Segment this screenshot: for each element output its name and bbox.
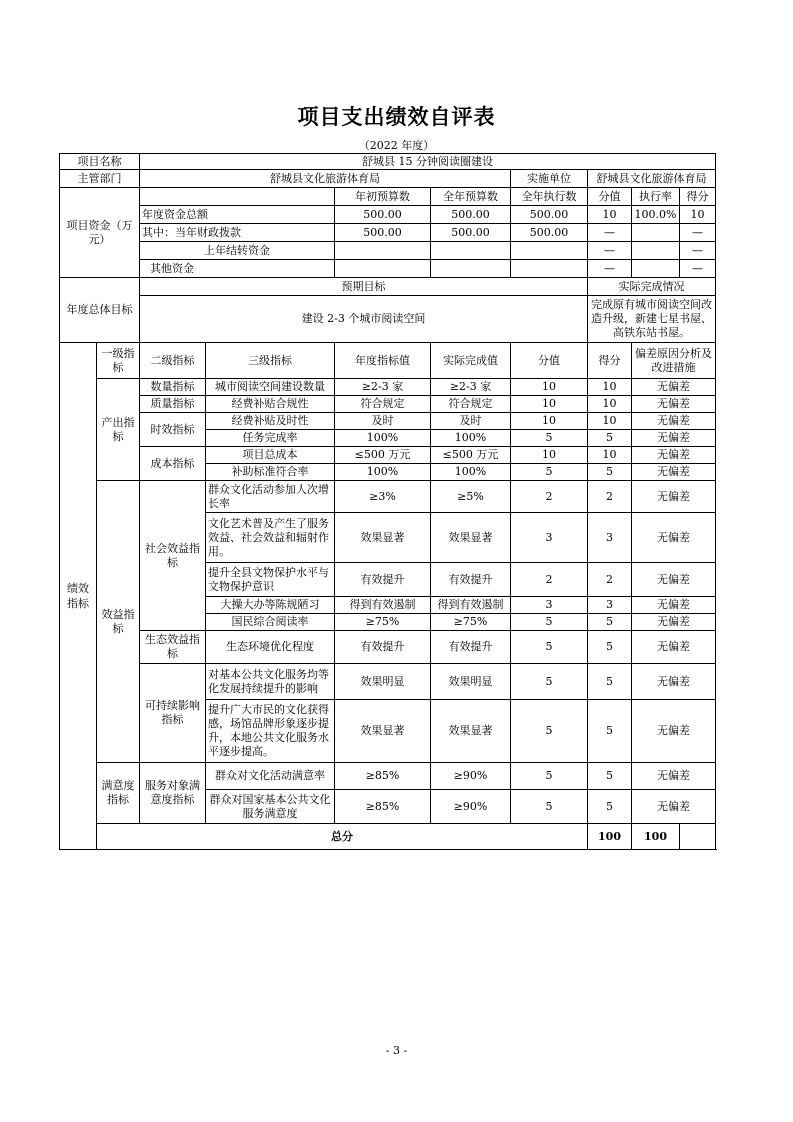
funds-row xyxy=(60,224,716,242)
indicator-name: 大操大办等陈规陋习 xyxy=(206,597,335,614)
indicator-target: ≥2-3 家 xyxy=(335,379,431,396)
indicator-note: 无偏差 xyxy=(632,513,716,563)
indicator-name: 提升广大市民的文化获得感，场馆品牌形象逐步提升，本地公共文化服务水平逐步提高。 xyxy=(206,700,335,763)
indicator-score: 5 xyxy=(588,430,632,447)
indicator-weight: 5 xyxy=(511,430,588,447)
indicator-note: 无偏差 xyxy=(632,481,716,513)
indicator-note: 无偏差 xyxy=(632,597,716,614)
perf-row xyxy=(60,664,716,700)
funds-header-blank xyxy=(140,188,335,206)
indicator-score: 10 xyxy=(588,413,632,430)
perf-header: 一级指标 xyxy=(97,343,140,379)
fund-rate xyxy=(632,260,680,278)
indicator-actual: ≥90% xyxy=(431,763,511,790)
department-row xyxy=(60,170,716,188)
indicator-name: 经费补贴合规性 xyxy=(206,396,335,413)
fund-annual: 500.00 xyxy=(431,206,511,224)
indicator-name: 群众文化活动参加人次增长率 xyxy=(206,481,335,513)
fund-executed: 500.00 xyxy=(511,206,588,224)
indicator-weight: 10 xyxy=(511,413,588,430)
indicator-note: 无偏差 xyxy=(632,464,716,481)
indicator-actual: ≤500 万元 xyxy=(431,447,511,464)
fund-score: — xyxy=(680,242,716,260)
indicator-actual: 及时 xyxy=(431,413,511,430)
indicator-note: 无偏差 xyxy=(632,379,716,396)
indicator-target: 100% xyxy=(335,464,431,481)
funds-row xyxy=(60,260,716,278)
fund-score: 10 xyxy=(680,206,716,224)
goal-actual: 完成原有城市阅读空间改造升级，新建七星书屋、高铁东站书屋。 xyxy=(588,296,716,343)
indicator-target: 得到有效遏制 xyxy=(335,597,431,614)
fund-initial xyxy=(335,260,431,278)
project-name-label: 项目名称 xyxy=(60,154,140,170)
page-number: - 3 - xyxy=(385,1044,408,1057)
indicator-actual: 有效提升 xyxy=(431,563,511,597)
goal-label: 年度总体目标 xyxy=(60,278,140,343)
indicator-score: 10 xyxy=(588,379,632,396)
indicator-actual: ≥2-3 家 xyxy=(431,379,511,396)
indicator-target: 100% xyxy=(335,430,431,447)
level2-label: 质量指标 xyxy=(140,396,206,413)
fund-rate: 100.0% xyxy=(632,206,680,224)
perf-row xyxy=(60,763,716,790)
indicator-name: 任务完成率 xyxy=(206,430,335,447)
indicator-target: 效果显著 xyxy=(335,700,431,763)
fund-initial xyxy=(335,242,431,260)
funds-header: 分值 xyxy=(588,188,632,206)
indicator-name: 城市阅读空间建设数量 xyxy=(206,379,335,396)
perf-header: 年度指标值 xyxy=(335,343,431,379)
indicator-actual: ≥75% xyxy=(431,614,511,631)
indicator-target: ≥85% xyxy=(335,763,431,790)
goal-actual-label: 实际完成情况 xyxy=(588,278,716,296)
indicator-weight: 5 xyxy=(511,664,588,700)
funds-header: 年初预算数 xyxy=(335,188,431,206)
fund-executed xyxy=(511,260,588,278)
level2-label: 成本指标 xyxy=(140,447,206,481)
project-name-value: 舒城县 15 分钟阅读圈建设 xyxy=(140,154,716,170)
indicator-target: 及时 xyxy=(335,413,431,430)
fund-weight: — xyxy=(588,224,632,242)
indicator-weight: 2 xyxy=(511,481,588,513)
indicator-score: 3 xyxy=(588,513,632,563)
indicator-target: ≥75% xyxy=(335,614,431,631)
indicator-actual: 效果明显 xyxy=(431,664,511,700)
impl-value: 舒城县文化旅游体育局 xyxy=(588,170,716,188)
fund-executed: 500.00 xyxy=(511,224,588,242)
indicator-note: 无偏差 xyxy=(632,413,716,430)
level1-label: 效益指标 xyxy=(97,481,140,763)
goal-header-row xyxy=(60,278,716,296)
indicator-name: 项目总成本 xyxy=(206,447,335,464)
indicator-name: 提升全县文物保护水平与文物保护意识 xyxy=(206,563,335,597)
indicator-score: 5 xyxy=(588,664,632,700)
indicator-name: 补助标准符合率 xyxy=(206,464,335,481)
indicator-actual: 有效提升 xyxy=(431,631,511,664)
fund-annual: 500.00 xyxy=(431,224,511,242)
indicator-note: 无偏差 xyxy=(632,763,716,790)
total-label: 总分 xyxy=(97,824,588,850)
funds-header-row xyxy=(60,188,716,206)
indicator-score: 2 xyxy=(588,481,632,513)
indicator-target: ≥3% xyxy=(335,481,431,513)
indicator-score: 5 xyxy=(588,790,632,824)
perf-row xyxy=(60,481,716,513)
indicator-weight: 10 xyxy=(511,379,588,396)
perf-row xyxy=(60,396,716,413)
indicator-note: 无偏差 xyxy=(632,614,716,631)
self-evaluation-table xyxy=(59,153,716,850)
fund-executed xyxy=(511,242,588,260)
indicator-note: 无偏差 xyxy=(632,700,716,763)
perf-header-row xyxy=(60,343,716,379)
indicator-actual: 效果显著 xyxy=(431,700,511,763)
indicator-score: 5 xyxy=(588,631,632,664)
indicator-weight: 2 xyxy=(511,563,588,597)
perf-header: 偏差原因分析及改进措施 xyxy=(632,343,716,379)
indicator-weight: 5 xyxy=(511,631,588,664)
indicator-target: 有效提升 xyxy=(335,563,431,597)
impl-label: 实施单位 xyxy=(511,170,588,188)
level2-label: 时效指标 xyxy=(140,413,206,447)
indicator-weight: 3 xyxy=(511,597,588,614)
fund-name: 其他资金 xyxy=(140,260,335,278)
indicator-target: 有效提升 xyxy=(335,631,431,664)
indicator-actual: ≥90% xyxy=(431,790,511,824)
perf-label: 绩效指标 xyxy=(60,343,97,850)
indicator-score: 10 xyxy=(588,396,632,413)
dept-value: 舒城县文化旅游体育局 xyxy=(140,170,511,188)
level2-label: 可持续影响指标 xyxy=(140,664,206,763)
indicator-actual: 100% xyxy=(431,430,511,447)
fund-annual xyxy=(431,242,511,260)
fund-annual xyxy=(431,260,511,278)
goal-expected-label: 预期目标 xyxy=(140,278,588,296)
level2-label: 数量指标 xyxy=(140,379,206,396)
indicator-actual: 得到有效遏制 xyxy=(431,597,511,614)
perf-row xyxy=(60,447,716,464)
fund-weight: — xyxy=(588,260,632,278)
indicator-score: 3 xyxy=(588,597,632,614)
fund-weight: 10 xyxy=(588,206,632,224)
perf-row xyxy=(60,631,716,664)
indicator-name: 文化艺术普及产生了服务效益、社会效益和辐射作用。 xyxy=(206,513,335,563)
fund-weight: — xyxy=(588,242,632,260)
goal-content-row xyxy=(60,296,716,343)
indicator-weight: 5 xyxy=(511,763,588,790)
indicator-name: 群众对国家基本公共文化服务满意度 xyxy=(206,790,335,824)
indicator-score: 2 xyxy=(588,563,632,597)
funds-header: 全年预算数 xyxy=(431,188,511,206)
indicator-target: ≤500 万元 xyxy=(335,447,431,464)
indicator-weight: 5 xyxy=(511,700,588,763)
fund-score: — xyxy=(680,260,716,278)
fund-score: — xyxy=(680,224,716,242)
indicator-score: 10 xyxy=(588,447,632,464)
indicator-weight: 3 xyxy=(511,513,588,563)
indicator-actual: 符合规定 xyxy=(431,396,511,413)
perf-row xyxy=(60,413,716,430)
indicator-note: 无偏差 xyxy=(632,664,716,700)
indicator-score: 5 xyxy=(588,614,632,631)
indicator-weight: 5 xyxy=(511,464,588,481)
indicator-weight: 5 xyxy=(511,614,588,631)
indicator-target: 符合规定 xyxy=(335,396,431,413)
indicator-note: 无偏差 xyxy=(632,447,716,464)
goal-expected: 建设 2-3 个城市阅读空间 xyxy=(140,296,588,343)
fund-rate xyxy=(632,242,680,260)
fund-rate xyxy=(632,224,680,242)
indicator-actual: ≥5% xyxy=(431,481,511,513)
indicator-name: 国民综合阅读率 xyxy=(206,614,335,631)
indicator-note: 无偏差 xyxy=(632,631,716,664)
indicator-weight: 10 xyxy=(511,396,588,413)
funds-header: 执行率 xyxy=(632,188,680,206)
dept-label: 主管部门 xyxy=(60,170,140,188)
indicator-name: 经费补贴及时性 xyxy=(206,413,335,430)
funds-label: 项目资金（万元） xyxy=(60,188,140,278)
indicator-name: 对基本公共文化服务均等化发展持续提升的影响 xyxy=(206,664,335,700)
indicator-actual: 效果显著 xyxy=(431,513,511,563)
total-score: 100 xyxy=(632,824,680,850)
indicator-weight: 5 xyxy=(511,790,588,824)
level1-label: 产出指标 xyxy=(97,379,140,481)
indicator-score: 5 xyxy=(588,700,632,763)
indicator-actual: 100% xyxy=(431,464,511,481)
perf-header: 分值 xyxy=(511,343,588,379)
year-label: （2022 年度） xyxy=(358,139,435,152)
level2-label: 服务对象满意度指标 xyxy=(140,763,206,824)
document-title: 项目支出绩效自评表 xyxy=(297,105,496,129)
perf-header: 三级指标 xyxy=(206,343,335,379)
indicator-score: 5 xyxy=(588,763,632,790)
fund-name: 年度资金总额 xyxy=(140,206,335,224)
total-note-blank xyxy=(680,824,716,850)
indicator-target: 效果显著 xyxy=(335,513,431,563)
level2-label: 社会效益指标 xyxy=(140,481,206,631)
fund-name: 上年结转资金 xyxy=(140,242,335,260)
fund-initial: 500.00 xyxy=(335,206,431,224)
funds-header: 全年执行数 xyxy=(511,188,588,206)
indicator-note: 无偏差 xyxy=(632,430,716,447)
total-row xyxy=(60,824,716,850)
fund-initial: 500.00 xyxy=(335,224,431,242)
funds-header: 得分 xyxy=(680,188,716,206)
perf-header: 实际完成值 xyxy=(431,343,511,379)
indicator-name: 群众对文化活动满意率 xyxy=(206,763,335,790)
indicator-weight: 10 xyxy=(511,447,588,464)
indicator-score: 5 xyxy=(588,464,632,481)
perf-header: 得分 xyxy=(588,343,632,379)
perf-row xyxy=(60,379,716,396)
indicator-note: 无偏差 xyxy=(632,396,716,413)
funds-row xyxy=(60,242,716,260)
indicator-target: ≥85% xyxy=(335,790,431,824)
level2-label: 生态效益指标 xyxy=(140,631,206,664)
indicator-target: 效果明显 xyxy=(335,664,431,700)
fund-name: 其中：当年财政拨款 xyxy=(140,224,335,242)
total-weight: 100 xyxy=(588,824,632,850)
indicator-note: 无偏差 xyxy=(632,790,716,824)
indicator-note: 无偏差 xyxy=(632,563,716,597)
level1-label: 满意度指标 xyxy=(97,763,140,824)
funds-row xyxy=(60,206,716,224)
indicator-name: 生态环境优化程度 xyxy=(206,631,335,664)
project-name-row xyxy=(60,154,716,170)
perf-header: 二级指标 xyxy=(140,343,206,379)
